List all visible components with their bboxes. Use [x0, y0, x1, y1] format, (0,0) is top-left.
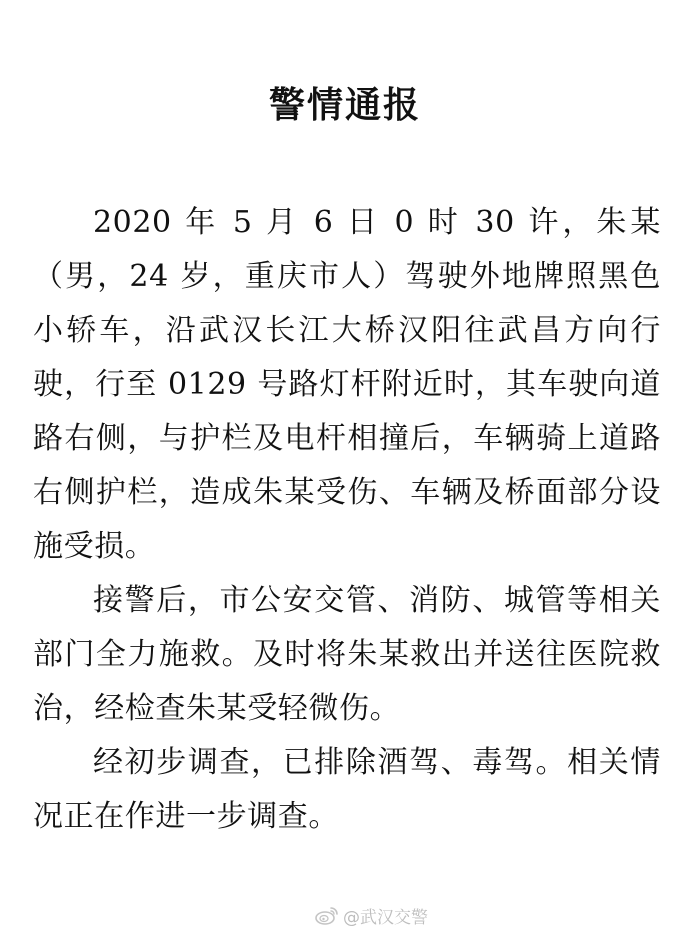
document-body	[33, 196, 661, 844]
paragraph-rescue: 接警后，市公安交管、消防、城管等相关部门全力施救。及时将朱某救出并送往医院救治，经检查朱某受轻微伤。	[33, 583, 661, 726]
paragraph-incident: 2020 年 5 月 6 日 0 时 30 许，朱某（男，24 岁，重庆市人）驾驶外地牌照黑色小轿车，沿武汉长江大桥汉阳往武昌方向行驶，行至 0129 号路灯杆附近时，其车驶向道路右侧，与护栏及电杆相撞后，车辆骑上道路右侧护栏，造成朱某受伤、车辆及桥面部分设施受损。	[33, 205, 661, 564]
page-title: 警情通报	[268, 85, 421, 126]
watermark-text: @武汉交警	[343, 907, 428, 928]
watermark	[315, 903, 428, 927]
weibo-logo-icon	[315, 905, 339, 925]
paragraph-investigation: 经初步调查，已排除酒驾、毒驾。相关情况正在作进一步调查。	[33, 745, 661, 834]
